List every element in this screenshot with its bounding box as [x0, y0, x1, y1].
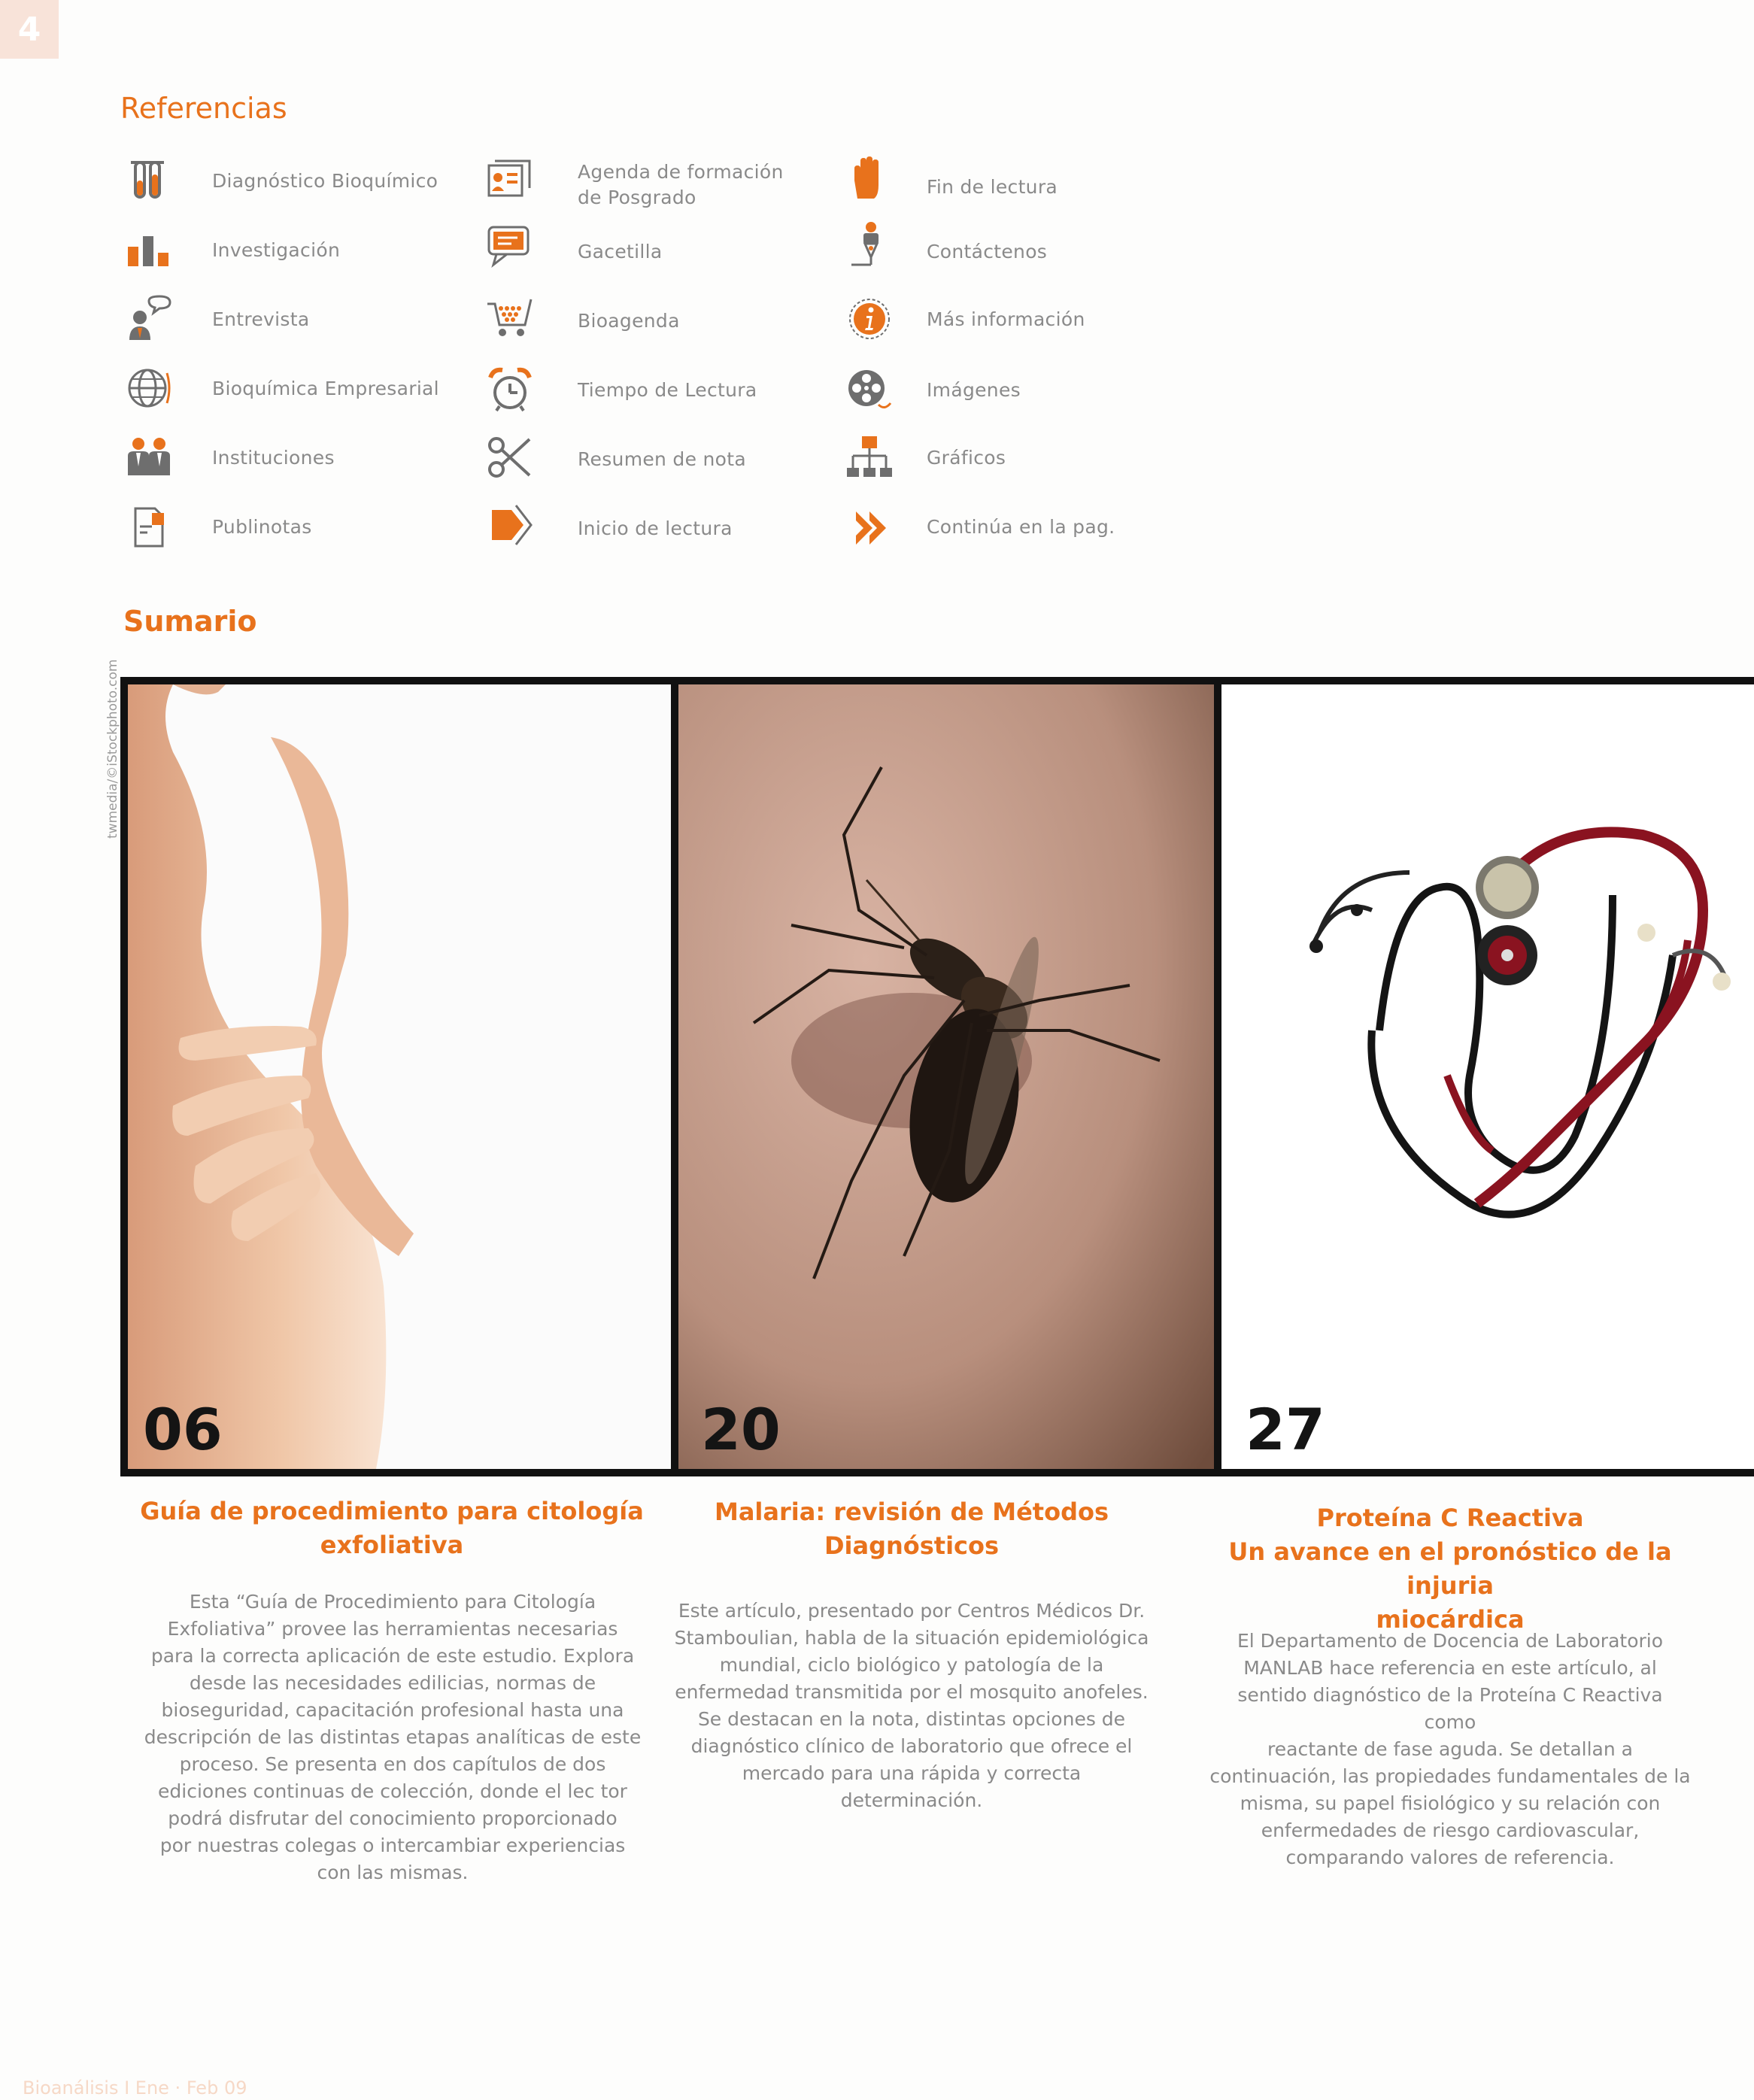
agenda-icon — [486, 155, 534, 203]
ref-label-resumen-nota: Resumen de nota — [578, 448, 746, 470]
ref-label-instituciones: Instituciones — [212, 447, 335, 469]
photo-mosquito[interactable] — [678, 684, 1214, 1469]
article-page-20: 20 — [701, 1396, 781, 1463]
alarm-clock-icon — [486, 366, 534, 414]
ref-label-bioquimica-empresarial: Bioquímica Empresarial — [212, 378, 439, 399]
ref-label-imagenes: Imágenes — [927, 379, 1021, 401]
referencias-title: Referencias — [120, 92, 287, 125]
globe-icon — [125, 364, 173, 412]
article-page-27: 27 — [1246, 1396, 1325, 1463]
cart-icon — [486, 295, 534, 343]
article-3-body: El Departamento de Docencia de Laboratorio MANLAB hace referencia en este artículo, al sentido diagnóstico de la Proteína C Reactiva como reactante de fase aguda. Se detallan a continuación, las propiedades fundamentales de la misma, su papel fisiológico y su relación con enfermedades de riesgo cardiovascular, comparando valores de referencia. — [1209, 1630, 1691, 1868]
photo-stethoscope-heart[interactable] — [1221, 684, 1754, 1469]
article-3-title[interactable]: Proteína C Reactiva Un avance en el pronóstico de la injuria miocárdica — [1228, 1504, 1672, 1634]
article-page-06: 06 — [143, 1396, 223, 1463]
ref-label-entrevista: Entrevista — [212, 308, 310, 330]
article-1-body: Esta “Guía de Procedimiento para Citología Exfoliativa” provee las herramientas necesarias para la correcta aplicación de este estudio. Explora desde las necesidades edilicias, normas de bioseguridad, capacitación profesional hasta una descripción de las distintas etapas analíticas de este proceso. Se presenta en dos capítulos de dos ediciones continuas de colección, donde el lec tor podrá disfrutar del conocimiento proporcionado por nuestras colegas o intercambiar experiencias con las mismas. — [144, 1591, 642, 1883]
chat-bubble-icon — [486, 223, 534, 271]
interview-icon — [125, 295, 173, 343]
ref-label-fin-lectura: Fin de lectura — [927, 176, 1058, 198]
photo-credit: twmedia/©iStockphoto.com — [105, 659, 120, 839]
ref-label-diagnostico: Diagnóstico Bioquímico — [212, 170, 438, 192]
sumario-title: Sumario — [123, 605, 257, 638]
ref-label-bioagenda: Bioagenda — [578, 310, 680, 332]
film-reel-icon — [845, 366, 894, 414]
footer-publication: Bioanálisis I Ene · Feb 09 — [23, 2077, 247, 2098]
org-chart-icon — [845, 433, 894, 481]
ref-label-graficos: Gráficos — [927, 447, 1006, 469]
contact-icon — [845, 221, 894, 269]
ref-label-gacetilla: Gacetilla — [578, 241, 663, 262]
article-1-title[interactable]: Guía de procedimiento para citología exfoliativa — [140, 1497, 644, 1559]
ref-label-inicio-lectura: Inicio de lectura — [578, 517, 733, 539]
ref-label-continua-pag: Continúa en la pag. — [927, 516, 1115, 538]
ref-label-tiempo-lectura: Tiempo de Lectura — [578, 379, 757, 401]
hand-stop-icon — [845, 155, 894, 203]
page-number: 4 — [0, 0, 59, 59]
ref-label-agenda-posgrado: Agenda de formación de Posgrado — [578, 161, 784, 208]
info-icon — [845, 295, 894, 343]
scissors-icon — [486, 433, 534, 481]
note-icon — [125, 502, 173, 551]
ref-label-contactenos: Contáctenos — [927, 241, 1048, 262]
ref-label-publinotas: Publinotas — [212, 516, 312, 538]
sumario-photo-frame — [120, 677, 1754, 1476]
photo-body-torso[interactable] — [128, 684, 671, 1469]
ref-label-mas-informacion: Más información — [927, 308, 1085, 330]
bar-chart-icon — [125, 226, 173, 274]
article-2-body: Este artículo, presentado por Centros Médicos Dr. Stamboulian, habla de la situación epidemiológica mundial, ciclo biológico y patología de la enfermedad transmitida por el mosquito anofeles. Se destacan en la nota, distintas opciones de diagnóstico clínico de laboratorio que ofrece el mercado para una rápida y correcta determinación. — [674, 1600, 1149, 1811]
article-2-title[interactable]: Malaria: revisión de Métodos Diagnósticos — [714, 1498, 1109, 1560]
start-arrow-icon — [486, 501, 534, 549]
ref-label-investigacion: Investigación — [212, 239, 341, 261]
test-tubes-icon — [125, 156, 173, 205]
double-arrow-icon — [845, 504, 894, 552]
people-icon — [125, 433, 173, 481]
